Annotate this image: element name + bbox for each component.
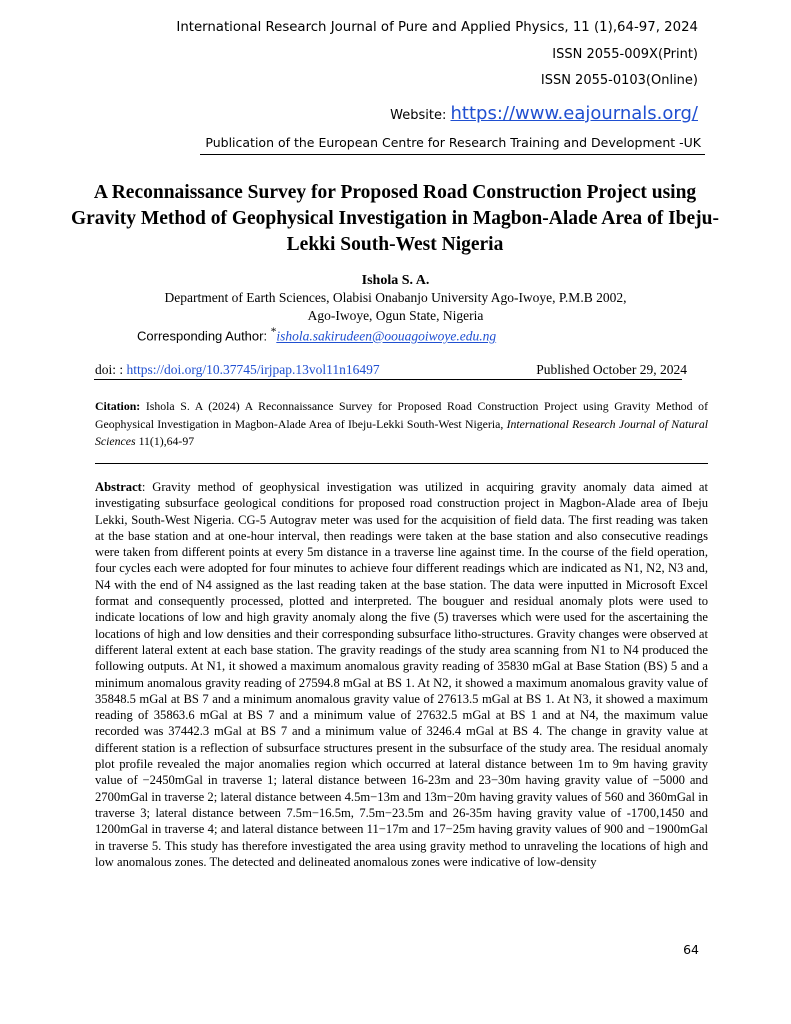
website-link[interactable]: https://www.eajournals.org/ (450, 103, 698, 124)
citation-label: Citation: (95, 399, 141, 413)
abstract-label: Abstract (95, 480, 142, 494)
citation-tail: 11(1),64-97 (135, 434, 195, 448)
journal-citation-header: International Research Journal of Pure and Applied Physics, 11 (1),64-97, 2024 (176, 20, 698, 35)
affiliation-line-2: Ago-Iwoye, Ogun State, Nigeria (307, 308, 484, 323)
header-divider (200, 154, 705, 155)
doi-line (95, 362, 380, 378)
page-number: 64 (683, 942, 699, 957)
corresponding-email-link[interactable]: ishola.sakirudeen@oouagoiwoye.edu.ng (276, 328, 497, 344)
affiliation-line-1: Department of Earth Sciences, Olabisi Onabanjo University Ago-Iwoye, P.M.B 2002, (164, 290, 627, 305)
published-date: Published October 29, 2024 (536, 362, 687, 377)
corresponding-author (137, 326, 496, 345)
doi-link[interactable]: https://doi.org/10.37745/irjpap.13vol11n16497 (126, 362, 380, 377)
doi-label: doi: : (95, 362, 127, 377)
issn-online: ISSN 2055-0103(Online) (540, 73, 698, 88)
citation-text: Ishola S. A (2024) A Reconnaissance Survey for Proposed Road Construction Project using Gravity Method of Geophysical Investigation in Magbon-Alade Area of Ibeju-Lekki South-West Nigeria, (95, 399, 708, 431)
website-line (390, 103, 698, 124)
citation-block (95, 398, 708, 451)
paper-title: A Reconnaissance Survey for Proposed Road Construction Project using Gravity Method of Geophysical Investigation in Magbon-Alade Area of Ibeju-Lekki South-West Nigeria (70, 182, 719, 255)
issn-print: ISSN 2055-009X(Print) (552, 47, 698, 62)
citation-divider (95, 463, 708, 464)
citation-journal: International Research Journal of Natural Sciences (95, 416, 708, 448)
publisher-line: Publication of the European Centre for Research Training and Development -UK (205, 135, 701, 150)
abstract-block (95, 479, 708, 870)
corresponding-label: Corresponding Author: (137, 328, 271, 344)
website-label: Website: (390, 108, 451, 123)
abstract-text: : Gravity method of geophysical investigation was utilized in acquiring gravity anomaly data aimed at investigating subsurface geological conditions for proposed road construction project in Magbon-Alade area of Ibeju Lekki, South-West Nigeria. CG-5 Autograv meter was used for the acquisition of field data. The first reading was taken at the base station and at one-hour interval, then readings were taken at the base station and also consecutive readings were taken from different points at every 5m distance in a traverse line against time. In the course of the field operation, four cycles each were adopted for four minutes to achieve four different readings which are indicated as N1, N2, N3 and, N4 with the end of N4 assigned as the last reading taken at the base station. The data were inputted in Microsoft Excel format and consequently processed, plotted and interpreted. The bouguer and residual anomaly plots were used to indicate locations of low and high gravity anomaly along the five (5) traverses which were used for the ascertaining the locations of high and low densities and their corresponding subsurface litho-structures. Gravity changes were observed at different lateral extent at each base station. The gravity readings of the study area scanning from N1 to N4 produced the following outputs. At N1, it showed a maximum anomalous gravity reading of 35830 mGal at Base Station (BS) 5 and a minimum anomalous gravity reading of 27594.8 mGal at BS 1. At N2, it showed a maximum anomalous gravity value of 35848.5 mGal at BS 7 and a minimum anomalous gravity value of 27613.5 mGal at BS 1. At N3, it showed a maximum reading of 35863.6 mGal at BS 7 and a minimum value of 27632.5 mGal at BS 1 and at N4, the maximum value recorded was 37442.3 mGal at BS 7 and a minimum value of 3246.4 mGal at BS 4. The change in gravity value at different station is a reflection of subsurface structures present in the subsurface of the study area. The residual anomaly plot profile revealed the major anomalies region which occurred at lateral distance between 1m to 9m having gravity value of −2450mGal in traverse 1; lateral distance between 16-23m and 23−30m having gravity value of −5000 and 2700mGal in traverse 2; lateral distance between 4.5m−13m and 13m−20m having gravity values of 560 and 360mGal in traverse 3; lateral distance between 7.5m−16.5m, 7.5m−23.5m and 26-35m having gravity value of -1700,1450 and 1200mGal in traverse 4; and lateral distance between 11−17m and 17−25m having gravity values of 900 and −1900mGal in traverse 5. This study has therefore investigated the area using gravity method to unraveling the locations of high and low anomalous zones. The detected and delineated anomalous zones were indicative of low-density (95, 480, 708, 869)
corresponding-star: * (270, 326, 277, 338)
author-name: Ishola S. A. (361, 273, 430, 288)
doi-divider (94, 379, 682, 380)
